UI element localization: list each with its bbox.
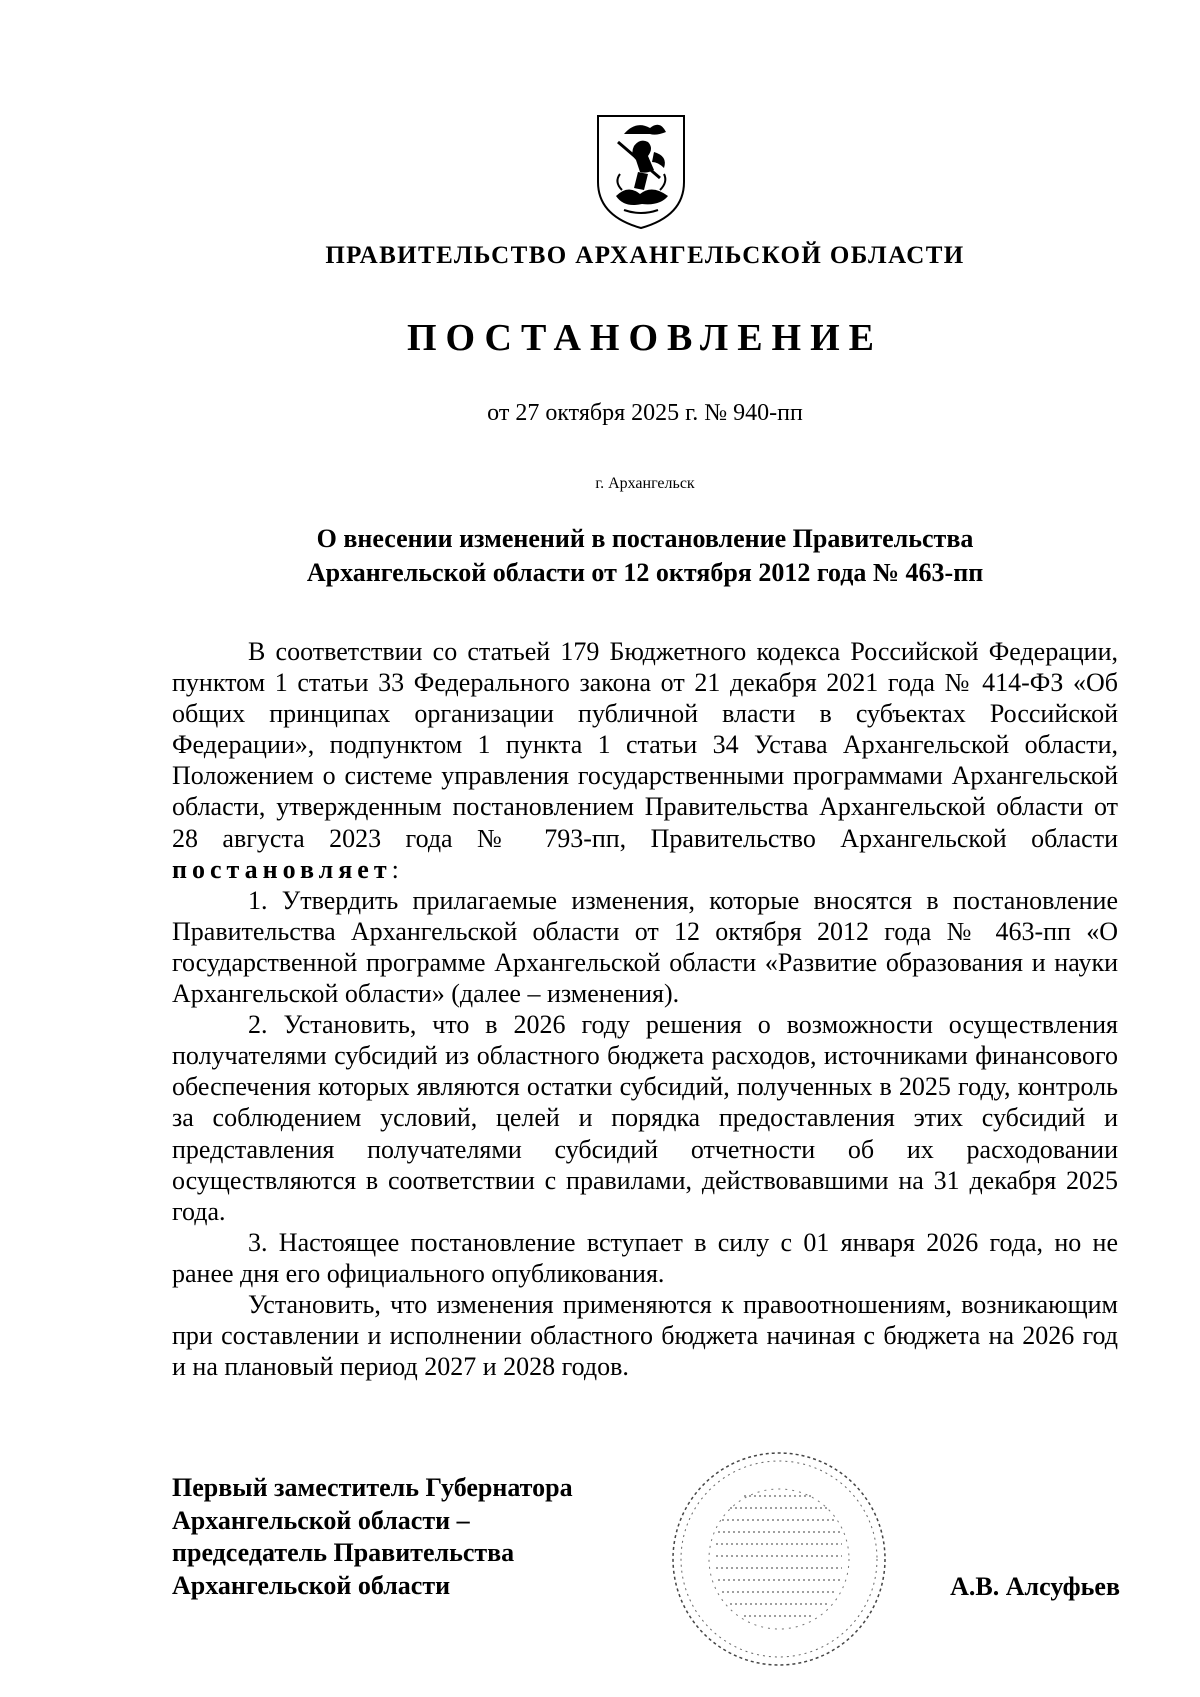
coat-of-arms-icon	[594, 112, 688, 232]
document-date-number: от 27 октября 2025 г. № 940-пп	[487, 400, 803, 426]
item-3-extra-paragraph: Установить, что изменения применяются к правоотношениям, возникающим при составлении и исполнении областного бюджета начиная с бюджета на 2026 год и на плановый период 2027 и 2028 годов.	[172, 1289, 1118, 1382]
item-3-paragraph: 3. Настоящее постановление вступает в силу с 01 января 2026 года, но не ранее дня его официального опубликования.	[172, 1227, 1118, 1288]
document-title	[170, 522, 1120, 590]
title-line-2: Архангельской области от 12 октября 2012 года № 463-пп	[306, 558, 984, 587]
signatory-name: А.В. Алсуфьев	[950, 1572, 1120, 1601]
preamble-paragraph	[172, 636, 1118, 885]
document-body	[172, 636, 1118, 1382]
title-line-1: О внесении изменений в постановление Правительства	[316, 524, 974, 553]
item-1-paragraph: 1. Утвердить прилагаемые изменения, которые вносятся в постановление Правительства Архангельской области от 12 октября 2012 года № 463-пп «О государственной программе Архангельской области «Развитие образования и науки Архангельской области» (далее – изменения).	[172, 885, 1118, 1009]
document-city: г. Архангельск	[595, 475, 695, 492]
item-2-paragraph: 2. Установить, что в 2026 году решения о возможности осуществления получателями субсидий из областного бюджета расходов, источниками финансового обеспечения которых являются остатки субсидий, полученных в 2025 году, контроль за соблюдением условий, целей и порядка предоставления этих субсидий и представления получателями субсидий отчетности об их расходовании осуществляются в соответствии с правилами, действовавшими на 31 декабря 2025 года.	[172, 1010, 1118, 1226]
government-name: ПРАВИТЕЛЬСТВО АРХАНГЕЛЬСКОЙ ОБЛАСТИ	[325, 242, 965, 269]
document-type: ПОСТАНОВЛЕНИЕ	[406, 317, 884, 359]
resolves-word: постановляет	[172, 854, 392, 884]
signatory-position-line-3: председатель Правительства	[172, 1538, 515, 1567]
preamble-text: В соответствии со статьей 179 Бюджетного кодекса Российской Федерации, пунктом 1 статьи 33 Федерального закона от 21 декабря 2021 года № 414-ФЗ «Об общих принципах организации публичной власти в субъектах Российской Федерации», подпунктом 1 пункта 1 статьи 34 Устава Архангельской области, Положением о системе управления государственными программами Архангельской области, утвержденным постановлением Правительства Архангельской области от 28 августа 2023 года № 793-пп, Правительство Архангельской области	[172, 637, 1118, 853]
signatory-position-line-1: Первый заместитель Губернатора	[172, 1473, 573, 1502]
resolves-suffix: :	[391, 854, 399, 884]
signatory-position	[172, 1472, 692, 1602]
official-seal-stamp	[664, 1444, 894, 1674]
signatory-position-line-4: Архангельской области	[172, 1570, 451, 1600]
signatory-position-line-2: Архангельской области –	[172, 1505, 470, 1535]
